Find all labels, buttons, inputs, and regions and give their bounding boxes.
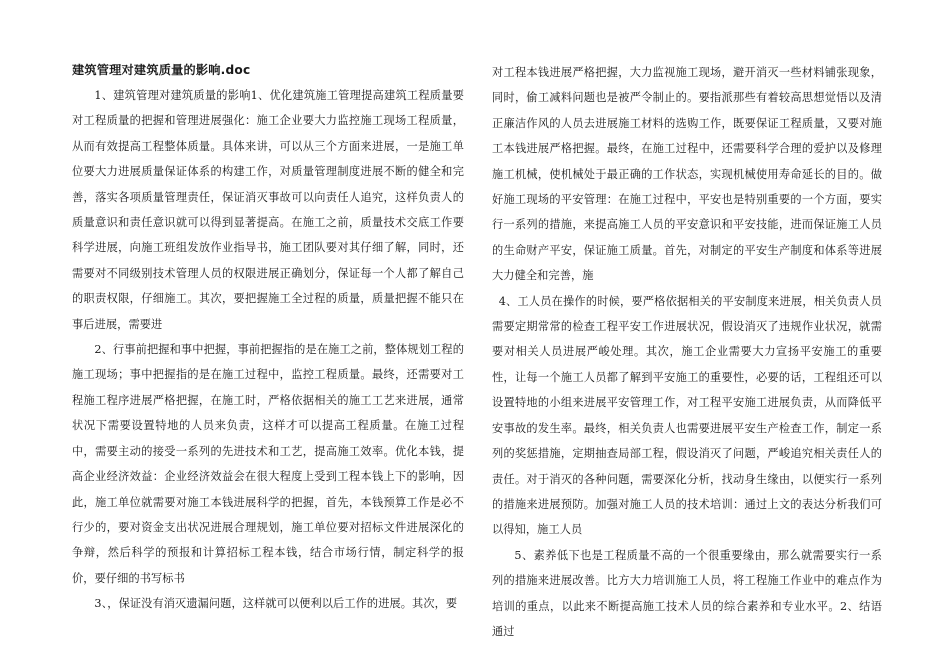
document-title: 建筑管理对建筑质量的影响.doc <box>72 63 251 77</box>
right-column <box>492 60 882 644</box>
paragraph-5: 5、素养低下也是工程质量不高的一个很重要缘由，那么就需要实行一系列的措施来进展改善。比方大力培训施工人员，将工程施工作业中的难点作为培训的重点，以此来不断提高施工技术人员的综合素养和专业水平。2、结语通过 <box>492 548 882 638</box>
left-column <box>72 58 464 617</box>
paragraph-3: 3、，保证没有消灭遗漏问题，这样就可以便利以后工作的进展。其次，要 <box>94 597 458 611</box>
paragraph-1: 1、建筑管理对建筑质量的影响1、优化建筑施工管理提高建筑工程质量要对工程质量的把握和管理进展强化：施工企业要大力监控施工现场工程质量，从而有效提高工程整体质量。具体来讲，可以从三个方面来进展，一是施工单位要大力进展质量保证体系的构建工作，对质量管理制度进展不断的健全和完善，落实各项质量管理责任，保证消灭事故可以向责任人追究，这样负责人的质量意识和责任意识就可以得到显著提高。在施工之前，质量技术交底工作要科学进展，向施工班组发放作业指导书，施工团队要对其仔细了解，同时，还需要对不同级别技术管理人员的权限进展正确划分，保证每一个人都了解自己的职责权限，仔细施工。其次，要把握施工全过程的质量，质量把握不能只在事后进展，需要进 <box>72 89 464 331</box>
paragraph-3-continued: 对工程本钱进展严格把握，大力监视施工现场，避开消灭一些材料铺张现象，同时，偷工减料问题也是被严令制止的。要指派那些有着较高思想觉悟以及清正廉洁作风的人员去进展施工材料的选购工作，既要保证工程质量，又要对施工本钱进展严格把握。最终，在施工过程中，还需要科学合理的爱护以及修理施工机械，使机械处于最正确的工作状态，实现机械使用寿命延长的目的。做好施工现场的平安管理：在施工过程中，平安也是特别重要的一个方面，要实行一系列的措施，来提高施工人员的平安意识和平安技能，进而保证施工人员的生命财产平安，保证施工质量。首先，对制定的平安生产制度和体系等进展大力健全和完善，施 <box>492 66 882 283</box>
paragraph-2: 2、行事前把握和事中把握，事前把握指的是在施工之前，整体规划工程的施工现场；事中把握指的是在施工过程中，监控工程质量。最终，还需要对工程施工程序进展严格把握，在施工时，严格依据相关的施工工艺来进展，通常状况下需要设置特地的人员来负责，这样才可以提高工程质量。在施工过程中，需要主动的接受一系列的先进技术和工艺，提高施工效率。优化本钱，提高企业经济效益：企业经济效益会在很大程度上受到工程本钱上下的影响，因此，施工单位就需要对施工本钱进展科学的把握，首先，本钱预算工作是必不行少的，要对资金支出状况进展合理规划，施工单位要对招标文件进展深化的争辩，然后科学的预报和计算招标工程本钱，结合市场行情，制定科学的报价，要仔细的书写标书 <box>72 343 464 585</box>
paragraph-4: 4、工人员在操作的时候，要严格依据相关的平安制度来进展，相关负责人员需要定期常常的检查工程平安工作进展状况，假设消灭了违规作业状况，就需要对相关人员进展严峻处理。其次，施工企业需要大力宣扬平安施工的重要性，让每一个施工人员都了解到平安施工的重要性，必要的话，工程组还可以设置特地的小组来进展平安管理工作，对工程平安施工进展负责，从而降低平安事故的发生率。最终，相关负责人也需要进展平安生产检查工作，制定一系列的奖惩措施，定期抽查局部工程，假设消灭了问题，严峻追究相关责任人的责任。对于消灭的各种问题，需要深化分析，找动身生缘由，以便实行一系列的措施来进展预防。加强对施工人员的技术培训：通过上文的表达分析我们可以得知，施工人员 <box>492 294 882 537</box>
